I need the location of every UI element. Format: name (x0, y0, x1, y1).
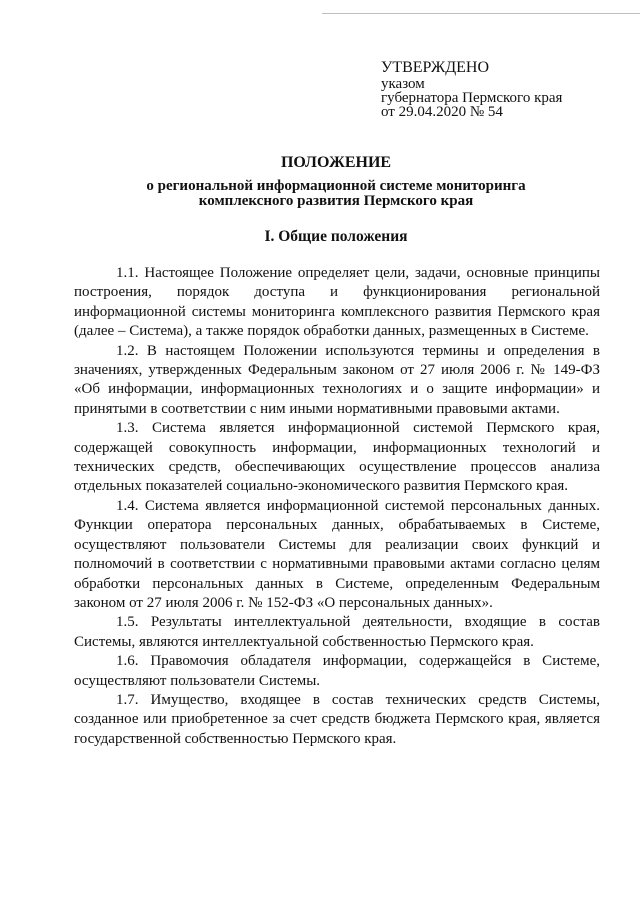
document-title: ПОЛОЖЕНИЕ (280, 154, 392, 171)
paragraph-1-2: 1.2. В настоящем Положении используются термины и определения в значениях, утвержденных Федеральным законом от 27 июля 2006 г. № 149-ФЗ «Об информации, информационных технологиях и о защите информации» и принятыми в соответствии с ним иными нормативными правовыми актами. (74, 342, 600, 417)
paragraph-1-6: 1.6. Правомочия обладателя информации, содержащейся в Системе, осуществляют пользователи Системы. (74, 653, 600, 689)
approval-line-2: губернатора Пермского края (381, 90, 563, 106)
document-subtitle-line-1: о региональной информационной системе мониторинга (146, 178, 526, 194)
approval-line-1: указом (381, 76, 425, 92)
paragraph-1-1: 1.1. Настоящее Положение определяет цели, задачи, основные принципы построения, порядок доступа и функционирования региональной информационной системы мониторинга комплексного развития Пермского края (далее – Система), а также порядок обработки данных, размещенных в Системе. (74, 265, 600, 340)
paragraph-1-4: 1.4. Система является информационной системой персональных данных. Функции оператора персональных данных, обрабатываемых в Системе, осуществляют пользователи Системы для реализации своих функций и полномочий в соответствии с нормативными правовыми актами согласно целям обработки персональных данных в Системе, определенным Федеральным законом от 27 июля 2006 г. № 152-ФЗ «О персональных данных». (74, 497, 600, 611)
scan-edge-line (322, 13, 640, 14)
paragraph-1-7: 1.7. Имущество, входящее в состав технических средств Системы, созданное или приобретенное за счет средств бюджета Пермского края, является государственной собственностью Пермского края. (74, 691, 600, 747)
section-heading: I. Общие положения (264, 228, 408, 245)
paragraph-1-5: 1.5. Результаты интеллектуальной деятельности, входящие в состав Системы, являются интеллектуальной собственностью Пермского края. (74, 614, 600, 650)
section-body (74, 264, 600, 749)
approval-line-3: от 29.04.2020 № 54 (381, 104, 503, 120)
approval-stamp-block (381, 60, 621, 119)
document-title-block (70, 154, 602, 209)
paragraph-1-3: 1.3. Система является информационной системой Пермского края, содержащей совокупность информации, информационных технологий и технических средств, обеспечивающих осуществление процессов анализа отдельных показателей социально-экономического развития Пермского края. (74, 420, 600, 495)
document-subtitle-line-2: комплексного развития Пермского края (198, 193, 474, 209)
approval-title: УТВЕРЖДЕНО (381, 59, 490, 76)
